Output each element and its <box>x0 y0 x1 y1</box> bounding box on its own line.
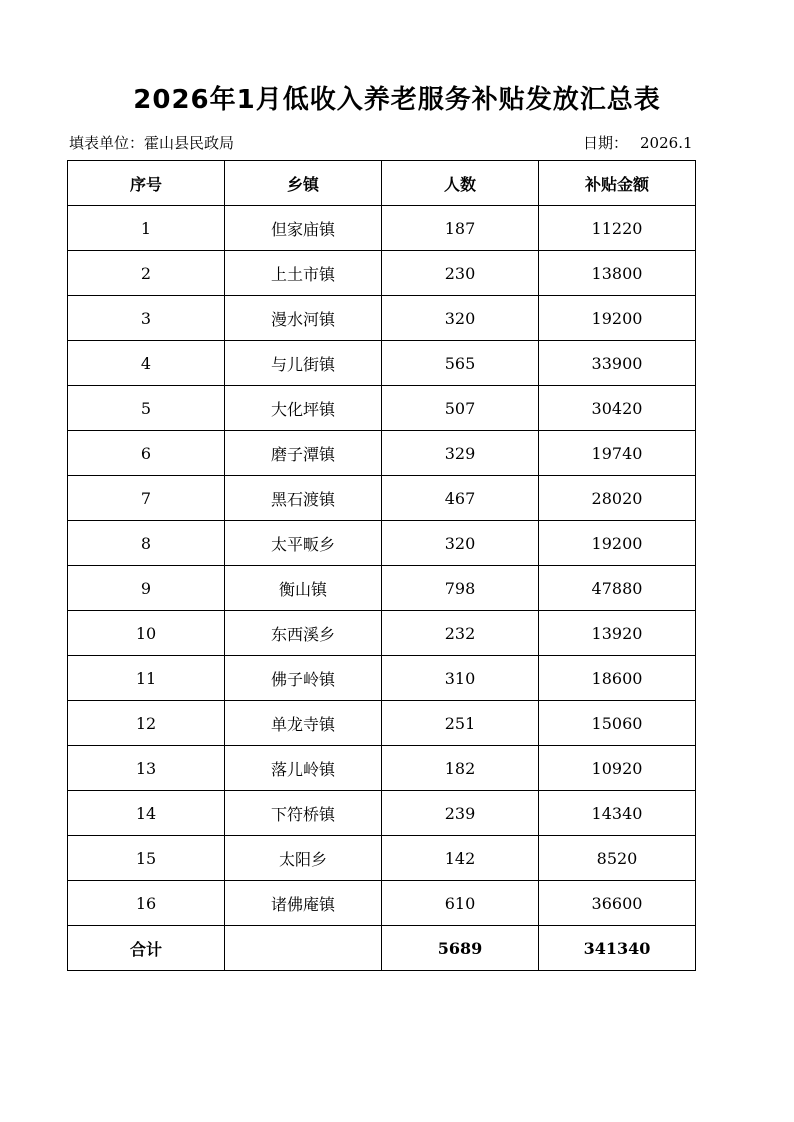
cell-serial: 10 <box>68 611 225 656</box>
cell-town: 东西溪乡 <box>225 611 382 656</box>
header-people: 人数 <box>382 161 539 206</box>
cell-amount: 36600 <box>539 881 696 926</box>
cell-town: 磨子潭镇 <box>225 431 382 476</box>
cell-people: 232 <box>382 611 539 656</box>
document-title: 2026年1月低收入养老服务补贴发放汇总表 <box>133 85 661 115</box>
cell-amount: 28020 <box>539 476 696 521</box>
cell-serial: 13 <box>68 746 225 791</box>
cell-town: 黑石渡镇 <box>225 476 382 521</box>
cell-serial: 3 <box>68 296 225 341</box>
cell-town: 下符桥镇 <box>225 791 382 836</box>
cell-people: 507 <box>382 386 539 431</box>
cell-serial: 7 <box>68 476 225 521</box>
cell-town: 大化坪镇 <box>225 386 382 431</box>
table-row <box>68 611 696 656</box>
cell-amount: 18600 <box>539 656 696 701</box>
cell-amount: 11220 <box>539 206 696 251</box>
report-date <box>583 133 693 153</box>
cell-serial: 8 <box>68 521 225 566</box>
cell-amount: 19200 <box>539 296 696 341</box>
table-row <box>68 791 696 836</box>
cell-town: 太平畈乡 <box>225 521 382 566</box>
cell-people: 230 <box>382 251 539 296</box>
cell-people: 239 <box>382 791 539 836</box>
cell-serial: 2 <box>68 251 225 296</box>
subsidy-summary-table <box>67 160 696 971</box>
cell-people: 329 <box>382 431 539 476</box>
cell-amount: 47880 <box>539 566 696 611</box>
total-people: 5689 <box>382 926 539 971</box>
cell-people: 251 <box>382 701 539 746</box>
report-date-value: 2026.1 <box>640 134 693 152</box>
cell-amount: 33900 <box>539 341 696 386</box>
cell-people: 320 <box>382 521 539 566</box>
cell-serial: 12 <box>68 701 225 746</box>
total-label: 合计 <box>68 926 225 971</box>
cell-people: 610 <box>382 881 539 926</box>
cell-town: 上土市镇 <box>225 251 382 296</box>
cell-town: 落儿岭镇 <box>225 746 382 791</box>
cell-serial: 4 <box>68 341 225 386</box>
cell-amount: 13800 <box>539 251 696 296</box>
table-row <box>68 881 696 926</box>
cell-serial: 15 <box>68 836 225 881</box>
table-row <box>68 566 696 611</box>
cell-serial: 16 <box>68 881 225 926</box>
report-date-label: 日期： <box>583 134 629 152</box>
cell-amount: 8520 <box>539 836 696 881</box>
cell-amount: 14340 <box>539 791 696 836</box>
table-row <box>68 836 696 881</box>
table-row <box>68 746 696 791</box>
cell-serial: 11 <box>68 656 225 701</box>
header-serial: 序号 <box>68 161 225 206</box>
table-row <box>68 386 696 431</box>
table-row <box>68 431 696 476</box>
total-amount: 341340 <box>539 926 696 971</box>
table-row <box>68 251 696 296</box>
cell-people: 182 <box>382 746 539 791</box>
cell-town: 单龙寺镇 <box>225 701 382 746</box>
cell-people: 798 <box>382 566 539 611</box>
cell-amount: 15060 <box>539 701 696 746</box>
table-row <box>68 341 696 386</box>
cell-serial: 1 <box>68 206 225 251</box>
cell-town: 太阳乡 <box>225 836 382 881</box>
cell-town: 佛子岭镇 <box>225 656 382 701</box>
header-town: 乡镇 <box>225 161 382 206</box>
cell-serial: 6 <box>68 431 225 476</box>
total-row <box>68 926 696 971</box>
cell-people: 467 <box>382 476 539 521</box>
cell-people: 310 <box>382 656 539 701</box>
table-header-row <box>68 161 696 206</box>
cell-people: 320 <box>382 296 539 341</box>
cell-amount: 19200 <box>539 521 696 566</box>
cell-town: 但家庙镇 <box>225 206 382 251</box>
header-amount: 补贴金额 <box>539 161 696 206</box>
table-row <box>68 296 696 341</box>
total-town-cell <box>225 926 382 971</box>
filing-unit <box>69 133 234 153</box>
cell-amount: 13920 <box>539 611 696 656</box>
cell-amount: 10920 <box>539 746 696 791</box>
table-row <box>68 701 696 746</box>
cell-town: 与儿街镇 <box>225 341 382 386</box>
table-row <box>68 206 696 251</box>
table-row <box>68 656 696 701</box>
filing-unit-value: 霍山县民政局 <box>144 134 235 152</box>
cell-people: 187 <box>382 206 539 251</box>
cell-amount: 30420 <box>539 386 696 431</box>
cell-people: 142 <box>382 836 539 881</box>
cell-serial: 9 <box>68 566 225 611</box>
cell-town: 漫水河镇 <box>225 296 382 341</box>
cell-serial: 14 <box>68 791 225 836</box>
cell-town: 诸佛庵镇 <box>225 881 382 926</box>
cell-people: 565 <box>382 341 539 386</box>
cell-serial: 5 <box>68 386 225 431</box>
cell-town: 衡山镇 <box>225 566 382 611</box>
filing-unit-label: 填表单位： <box>69 134 145 152</box>
cell-amount: 19740 <box>539 431 696 476</box>
table-row <box>68 521 696 566</box>
table-row <box>68 476 696 521</box>
